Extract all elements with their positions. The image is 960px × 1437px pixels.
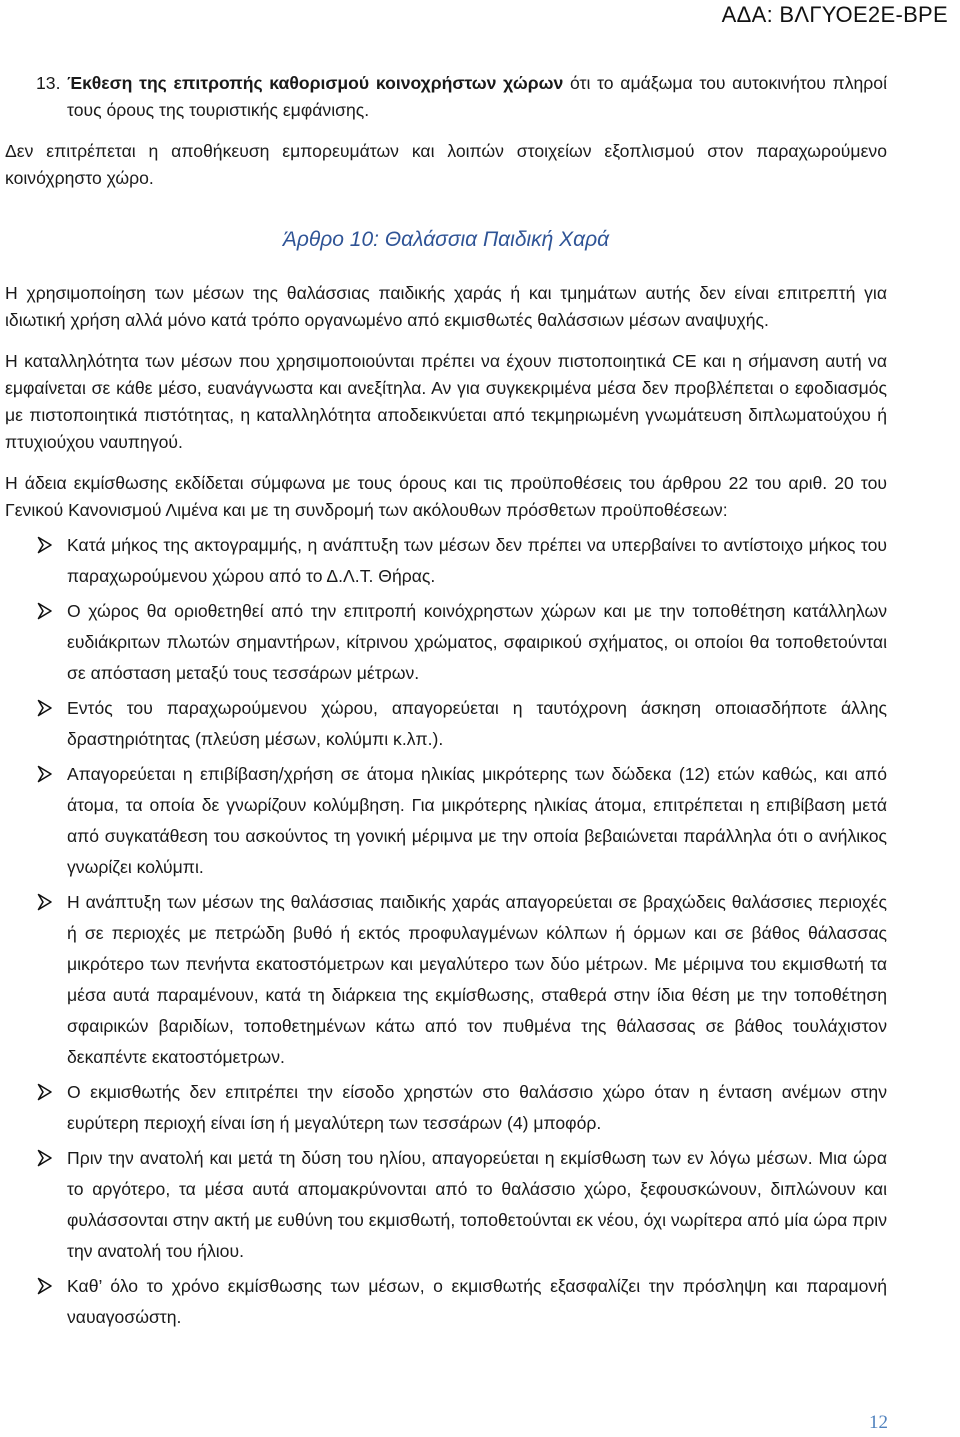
arrowhead-bullet-icon <box>37 1277 53 1295</box>
arrowhead-bullet-icon <box>37 536 53 554</box>
conditions-list <box>5 530 887 1333</box>
list-item-text: Η ανάπτυξη των μέσων της θαλάσσιας παιδικής χαράς απαγορεύεται σε βραχώδεις θαλάσσιες περιοχές ή σε περιοχές με πετρώδη βυθό ή εκτός προφυλαγμένων κόλπων ή όρμων και σε βάθος θάλασσας μικρότερο των πενήντα εκατοστόμετρων και μεγαλύτερο των δύο μέτρων. Με μέριμνα του εκμισθωτή τα μέσα αυτά παραμένουν, κατά τη διάρκεια της εκμίσθωσης, σταθερά στην ίδια θέση με την τοποθέτηση σφαιρικών βαριδίων, τοποθετημένων κάτω από τον πυθμένα της θάλασσας σε βάθος τουλάχιστον δεκαπέντε εκατοστόμετρων. <box>67 892 887 1067</box>
list-item <box>5 1143 887 1267</box>
article-paragraph-1: Η χρησιμοποίηση των μέσων της θαλάσσιας παιδικής χαράς ή και τμημάτων αυτής δεν είναι επιτρεπτή για ιδιωτική χρήση αλλά μόνο κατά τρόπο οργανωμένο από εκμισθωτές θαλάσσιων μέσων αναψυχής. <box>5 283 887 330</box>
list-item <box>5 693 887 755</box>
item-13-bold: Έκθεση της επιτροπής καθορισμού κοινοχρήστων χώρων <box>67 73 564 93</box>
item-13 <box>5 70 887 124</box>
list-item-text: Ο εκμισθωτής δεν επιτρέπει την είσοδο χρηστών στο θαλάσσιο χώρο όταν η ένταση ανέμων στην ευρύτερη περιοχή είναι ίση ή μεγαλύτερη των τεσσάρων (4) μποφόρ. <box>67 1082 887 1133</box>
storage-note: Δεν επιτρέπεται η αποθήκευση εμπορευμάτων και λοιπών στοιχείων εξοπλισμού στον παραχωρούμενο κοινόχρηστο χώρο. <box>5 141 887 188</box>
arrowhead-bullet-icon <box>37 602 53 620</box>
list-item-text: Κατά μήκος της ακτογραμμής, η ανάπτυξη των μέσων δεν πρέπει να υπερβαίνει το αντίστοιχο μήκος του παραχωρούμενου χώρου από το Δ.Λ.Τ. Θήρας. <box>67 535 887 586</box>
list-item-text: Πριν την ανατολή και μετά τη δύση του ηλίου, απαγορεύεται η εκμίσθωση των εν λόγω μέσων. Μια ώρα το αργότερο, τα μέσα αυτά απομακρύνονται από το θαλάσσιο χώρο, ξεφουσκώνουν, διπλώνουν και φυλάσσονται στην ακτή με ευθύνη του εκμισθωτή, τοποθετούνται εκ νέου, όχι νωρίτερα από μία ώρα πριν την ανατολή του ήλιου. <box>67 1148 887 1261</box>
item-number: 13. <box>36 73 61 93</box>
page-number: 12 <box>869 1412 888 1433</box>
arrowhead-bullet-icon <box>37 1083 53 1101</box>
document-body <box>5 70 887 1337</box>
arrowhead-bullet-icon <box>37 1149 53 1167</box>
list-item <box>5 596 887 689</box>
article-paragraph-2: Η καταλληλότητα των μέσων που χρησιμοποιούνται πρέπει να έχουν πιστοποιητικά CE και η σήμανση αυτή να εμφαίνεται σε κάθε μέσο, ευανάγνωστα και ανεξίτηλα. Αν για συγκεκριμένα μέσα δεν προβλέπεται ο εφοδιασμός με πιστοποιητικά πιστότητας, η καταλληλότητα αποδεικνύεται από τεκμηριωμένη γνωμάτευση διπλωματούχου ή πτυχιούχου ναυπηγού. <box>5 351 887 452</box>
list-item <box>5 530 887 592</box>
list-item-text: Απαγορεύεται η επιβίβαση/χρήση σε άτομα ηλικίας μικρότερης των δώδεκα (12) ετών καθώς, και από άτομα, τα οποία δε γνωρίζουν κολύμβηση. Για μικρότερης ηλικίας άτομα, επιτρέπεται η επιβίβαση μετά από συγκατάθεση του ασκούντος τη γονική μέριμνα με την οποία βεβαιώνεται παράλληλα ότι ο ανήλικος γνωρίζει κολύμπι. <box>67 764 887 877</box>
ada-code: ΑΔΑ: ΒΛΓΥΟΕ2Ε-ΒΡΕ <box>721 2 948 27</box>
list-item-text: Ο χώρος θα οριοθετηθεί από την επιτροπή κοινόχρηστων χώρων και με την τοποθέτηση κατάλληλων ευδιάκριτων πλωτών σημαντήρων, κίτρινου χρώματος, σφαιρικού σχήματος, οι οποίοι θα τοποθετούνται σε απόσταση μεταξύ τους τεσσάρων μέτρων. <box>67 601 887 683</box>
article-paragraph-3: Η άδεια εκμίσθωσης εκδίδεται σύμφωνα με τους όρους και τις προϋποθέσεις του άρθρου 22 του αριθ. 20 του Γενικού Κανονισμού Λιμένα και με τη συνδρομή των ακόλουθων πρόσθετων προϋποθέσεων: <box>5 473 887 520</box>
list-item <box>5 759 887 883</box>
arrowhead-bullet-icon <box>37 893 53 911</box>
arrowhead-bullet-icon <box>37 699 53 717</box>
list-item-text: Καθ’ όλο το χρόνο εκμίσθωσης των μέσων, ο εκμισθωτής εξασφαλίζει την πρόσληψη και παραμονή ναυαγοσώστη. <box>67 1276 887 1327</box>
list-item-text: Εντός του παραχωρούμενου χώρου, απαγορεύεται η ταυτόχρονη άσκηση οποιασδήποτε άλλης δραστηριότητας (πλεύση μέσων, κολύμπι κ.λπ.). <box>67 698 887 749</box>
list-item <box>5 1271 887 1333</box>
list-item <box>5 887 887 1073</box>
arrowhead-bullet-icon <box>37 765 53 783</box>
item-13-rest: ότι το αμάξωμα του αυτοκινήτου πληροί τους όρους της τουριστικής εμφάνισης. <box>67 73 887 120</box>
article-title: Άρθρο 10: Θαλάσσια Παιδική Χαρά <box>282 228 610 251</box>
list-item <box>5 1077 887 1139</box>
